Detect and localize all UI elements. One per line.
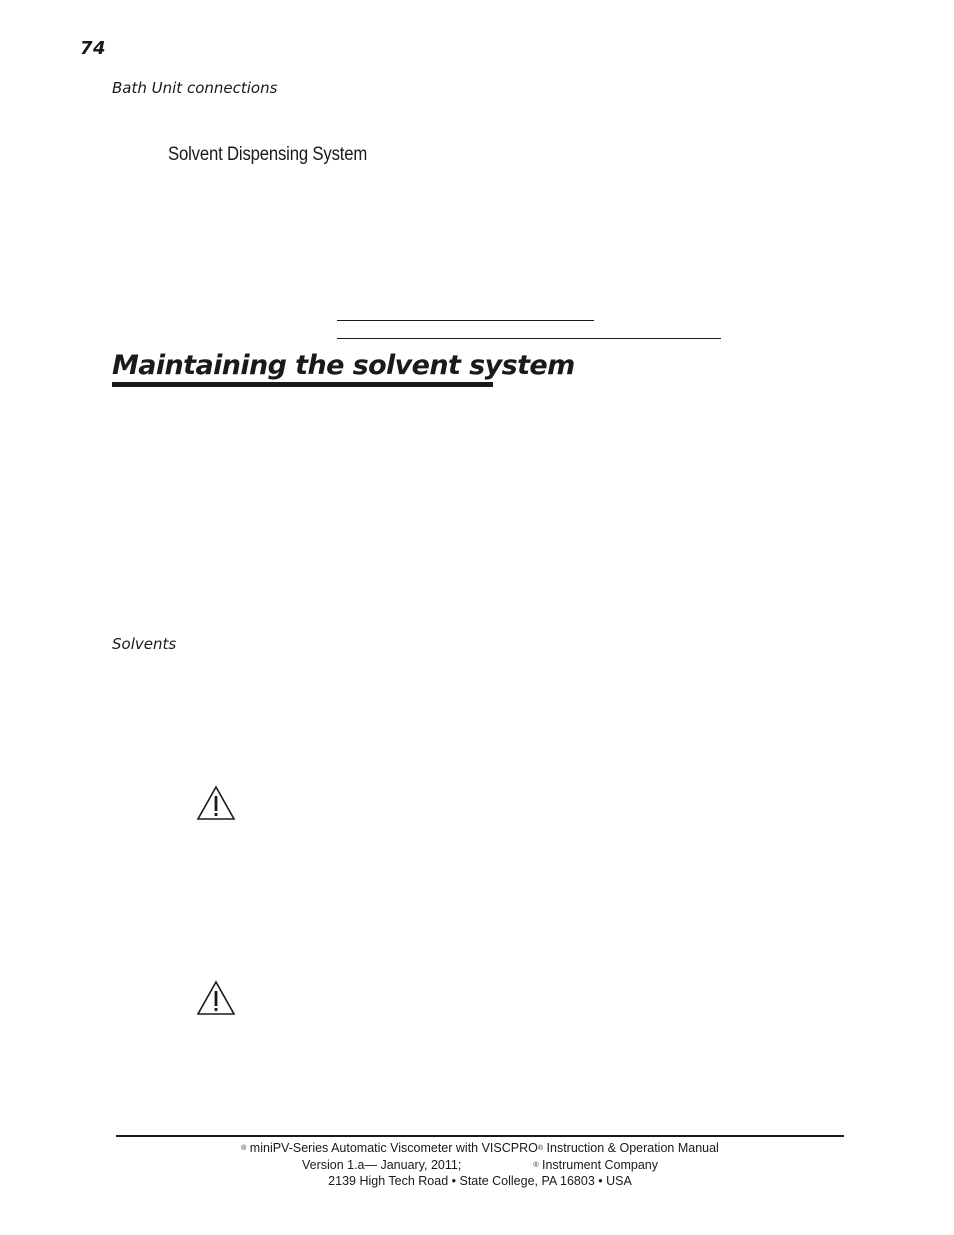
running-header: Bath Unit connections: [112, 79, 278, 97]
footer-manual-title-suffix: Instruction & Operation Manual: [546, 1141, 719, 1155]
page-footer: [116, 1140, 844, 1190]
section-title-rule: [112, 382, 493, 387]
page-number: 74: [80, 38, 107, 59]
registered-mark: ®: [241, 1145, 247, 1152]
footer-rule: [116, 1135, 844, 1137]
registered-mark: ®: [533, 1161, 539, 1169]
footer-address: 2139 High Tech Road • State College, PA 16803 • USA: [328, 1174, 632, 1188]
warning-triangle-icon: [196, 785, 236, 821]
subhead-solvents: Solvents: [112, 635, 177, 653]
footer-manual-line: [116, 1140, 844, 1157]
section-title: Maintaining the solvent system: [112, 350, 575, 381]
subsection-title: Solvent Dispensing System: [168, 144, 368, 165]
registered-mark: ®: [537, 1145, 544, 1152]
hyperlink-underline[interactable]: [337, 338, 721, 339]
footer-manual-title: miniPV-Series Automatic Viscometer with VISCPRO: [249, 1141, 538, 1155]
footer-version-line: [116, 1157, 844, 1174]
hyperlink-underline[interactable]: [337, 320, 594, 321]
warning-triangle-icon: [196, 980, 236, 1016]
footer-company: Instrument Company: [541, 1157, 659, 1172]
footer-version: Version 1.a— January, 2011;: [301, 1157, 462, 1172]
